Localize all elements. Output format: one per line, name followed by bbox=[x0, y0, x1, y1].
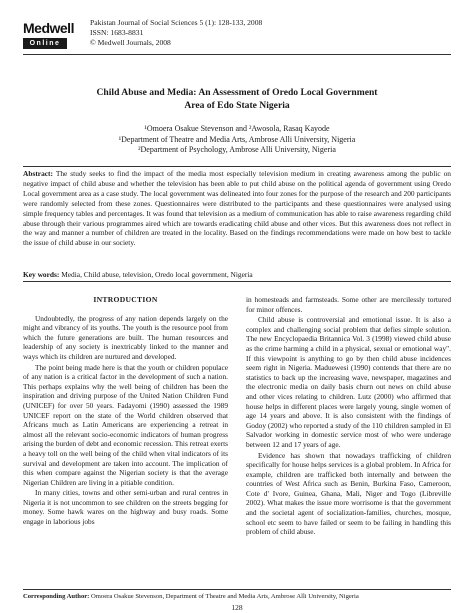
paper-title bbox=[23, 87, 451, 112]
logo-bottom-text: Online bbox=[23, 38, 67, 49]
paragraph: Child abuse is controversial and emotional issue. It is also a complex and challenging social problem that defies simple solution. The new Encyclopaedia Britannica Vol. 3 (1998) viewed child abuse as the crime harming a child in a physical, sexual or emotional way". If this viewpoint is anything to go by then child abuse incidences seem right in Nigeria. Maduewesi (1990) contends that there are no statistics to back up the increasing wave, newspaper, magazines and the electronic media on daily basis churn out news on child abuse and other vices relating to children. Lutz (2000) who affirmed that house helps in different places were largely young, single women of age 14 years and above. It is also consistent with the findings of Godoy (2002) who reported a study of the 110 children sampled in El Salvador working in domestic service most of who were underage between 12 and 17 years of age. bbox=[246, 315, 451, 449]
journal-issn: ISSN: 1683-8831 bbox=[90, 28, 144, 38]
keywords bbox=[23, 270, 451, 280]
logo-top-text: Medwell bbox=[23, 20, 74, 36]
title-line-2: Area of Edo State Nigeria bbox=[184, 99, 290, 111]
paragraph: in homesteads and farmsteads. Some other are mercilessly tortured for minor offences. bbox=[246, 295, 451, 314]
page-number: 128 bbox=[231, 603, 243, 612]
abstract-label: Abstract: bbox=[23, 169, 53, 178]
paragraph: In many cities, towns and other semi-urban and rural centres in Nigeria it is not uncommon to see children on the streets begging for money. Some hawk wares on the highway and busy roads. Some engage in laborious jobs bbox=[23, 488, 228, 527]
abstract-top-rule bbox=[23, 166, 451, 167]
footer-rule bbox=[23, 589, 451, 590]
paragraph: The point being made here is that the youth or children populace of any nation is a critical factor in the development of such a nation. This perhaps explains why the well being of children has been the inspiration and driving purpose of the United Nation Children Fund (UNICEF) for over 50 years. Fadayomi (1990) assessed the 1989 UNICEF report on the state of the World children observed that Africans much as Latin Americans are experiencing a retreat in almost all the relevant socio-economic indicators of human progress arising the burden of debt and economic recession. This retreat exerts a heavy toll on the well being of the child when vital indicators of its survival and development are taken into account. The implication of this when compare against the Nigerian society is that the average Nigerian Children are living in a pitiable condition. bbox=[23, 362, 228, 487]
journal-copyright: © Medwell Journals, 2008 bbox=[90, 38, 171, 48]
journal-citation: Pakistan Journal of Social Sciences 5 (1): 128-133, 2008 bbox=[90, 18, 263, 27]
keywords-text: Media, Child abuse, television, Oredo local government, Nigeria bbox=[61, 270, 253, 279]
affiliation-2: ²Department of Psychology, Ambrose Alli University, Nigeria bbox=[138, 145, 336, 154]
author-block bbox=[23, 124, 451, 156]
header-rule bbox=[23, 54, 451, 55]
journal-info bbox=[90, 18, 262, 49]
affiliation-1: ¹Department of Theatre and Media Arts, Ambrose Alli University, Nigeria bbox=[118, 134, 356, 144]
corresponding-text: Omoera Osakue Stevenson, Department of Theatre and Media Arts, Ambrose Alli University, Nigeria bbox=[91, 593, 359, 600]
keywords-bottom-rule bbox=[23, 281, 451, 282]
paragraph: Evidence has shown that nowadays trafficking of children specifically for house helps services is a global problem. In Africa for example, children are trafficked both internally and between the countries of West Africa such as Benin, Burkina Faso, Cameroon, Cote d' Ivore, Guinea, Ghana, Mali, Niger and Togo (Libreville 2002). What makes the issue more worrisome is that the government and the societal agent of socialization-families, churches, mosque, school etc seem to have failed or seem to be failing in handling this problem of child abuse. bbox=[246, 450, 451, 537]
paragraph: Undoubtedly, the progress of any nation depends largely on the might and vibrancy of its youths. The youth is the resource pool from which the future generations are built. The human resources and leadership of any society is inextricably linked to the manner and ways which its children are nurtured and developed. bbox=[23, 313, 228, 361]
author-names: ¹Omoera Osakue Stevenson and ²Awosola, Rasaq Kayode bbox=[144, 124, 330, 133]
left-column bbox=[23, 295, 228, 527]
publisher-logo bbox=[23, 19, 74, 49]
right-column bbox=[246, 295, 451, 537]
section-heading: INTRODUCTION bbox=[93, 295, 158, 304]
title-line-1: Child Abuse and Media: An Assessment of Oredo Local Government bbox=[96, 87, 378, 98]
keywords-label: Key words: bbox=[23, 270, 60, 279]
abstract-text: The study seeks to find the impact of the media most especially television medium in creating awareness among the public on negative impact of child abuse and whether the television has been able to put child abuse on the political agenda of government using Oredo Local government area as a case study. The local government was delineated into four zones for the purpose of the research and 200 participants were randomly selected from these zones. Questionnaires were distributed to the participants and these questionnaires were analysed using simple frequency tables and percentages. It was found that television as a medium of communication has able to raise awareness regarding child abuse through their various programmes aired which are towards eradicating child abuse and other vices. But this awareness does not reflect in the way and manner a number of children are treated in the locality. Based on the findings recommendations were made on how best to tackle the issue of child abuse in our society. bbox=[23, 169, 451, 248]
corresponding-label: Corresponding Author: bbox=[23, 593, 90, 600]
abstract bbox=[23, 169, 451, 248]
corresponding-author bbox=[23, 593, 451, 601]
